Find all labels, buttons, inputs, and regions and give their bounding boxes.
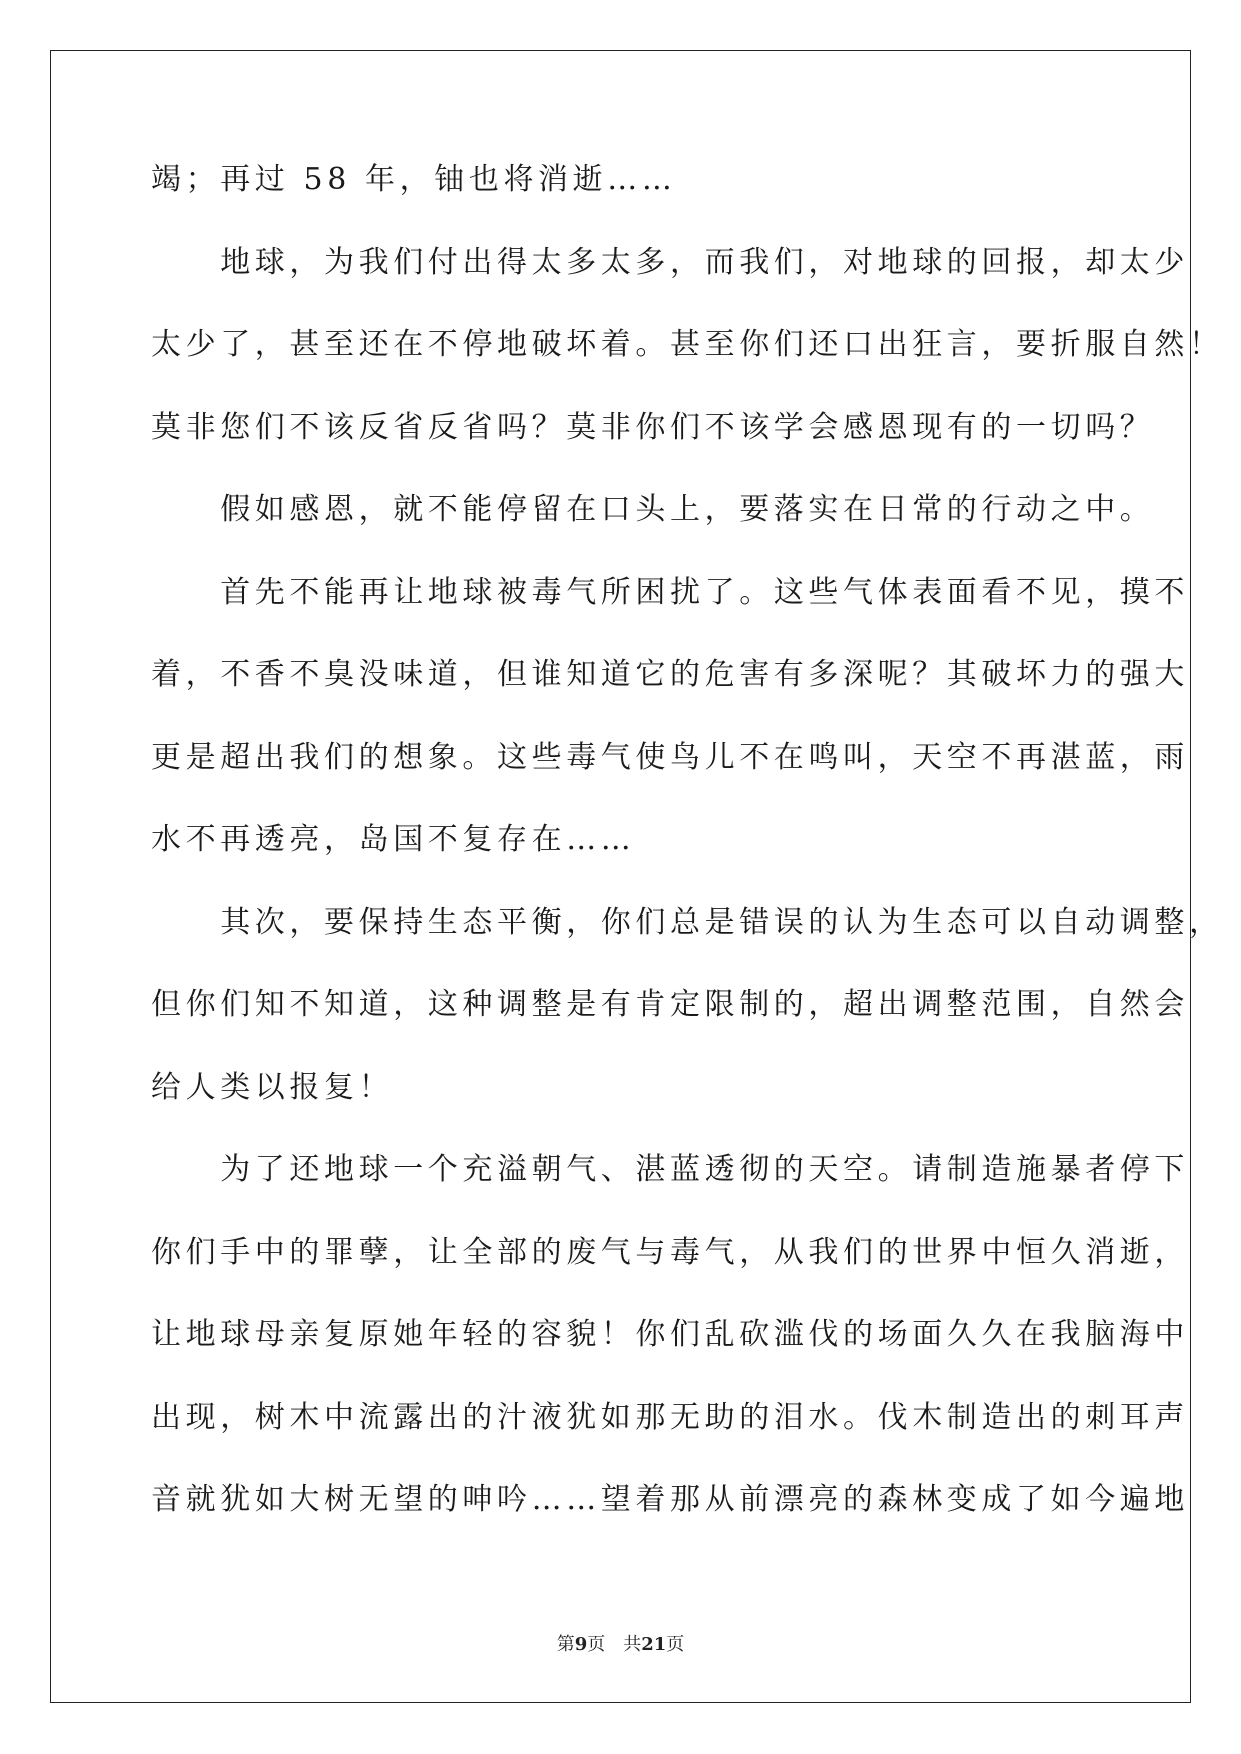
text-line: 竭；再过 58 年，铀也将消逝……: [151, 162, 677, 197]
text-line: 更是超出我们的想象。这些毒气使鸟儿不在鸣叫，天空不再湛蓝，雨: [151, 739, 1189, 775]
footer-middle: 页 共: [587, 1634, 642, 1655]
text-line: 音就犹如大树无望的呻吟……望着那从前漂亮的森林变成了如今遍地: [151, 1482, 1189, 1517]
text-line: 地球，为我们付出得太多太多，而我们，对地球的回报，却太少: [151, 244, 1189, 280]
text-line: 着，不香不臭没味道，但谁知道它的危害有多深呢？其破坏力的强大: [151, 657, 1189, 692]
text-line: 首先不能再让地球被毒气所困扰了。这些气体表面看不见，摸不: [151, 574, 1189, 610]
text-line: 但你们知不知道，这种调整是有肯定限制的，超出调整范围，自然会: [151, 987, 1189, 1022]
text-line: 假如感恩，就不能停留在口头上，要落实在日常的行动之中。: [151, 492, 1155, 527]
footer-prefix: 第: [556, 1634, 575, 1655]
text-line: 水不再透亮，岛国不复存在……: [151, 822, 636, 857]
text-line: 太少了，甚至还在不停地破坏着。甚至你们还口出狂言，要折服自然！: [151, 327, 1224, 362]
text-line: 其次，要保持生态平衡，你们总是错误的认为生态可以自动调整，: [151, 904, 1224, 940]
footer-suffix: 页: [666, 1634, 685, 1655]
text-line: 给人类以报复！: [151, 1069, 394, 1105]
document-body: [151, 162, 1224, 1568]
text-line: 为了还地球一个充溢朝气、湛蓝透彻的天空。请制造施暴者停下: [151, 1152, 1189, 1187]
text-line: 让地球母亲复原她年轻的容貌！你们乱砍滥伐的场面久久在我脑海中: [151, 1317, 1189, 1352]
text-line: 你们手中的罪孽，让全部的废气与毒气，从我们的世界中恒久消逝，: [151, 1234, 1189, 1270]
total-page-number: 21: [641, 1634, 667, 1655]
text-line: 莫非您们不该反省反省吗？莫非你们不该学会感恩现有的一切吗？: [151, 409, 1155, 445]
current-page-number: 9: [574, 1634, 588, 1655]
text-line: 出现，树木中流露出的汁液犹如那无助的泪水。伐木制造出的刺耳声: [151, 1399, 1189, 1435]
page-footer: [0, 1630, 1241, 1656]
